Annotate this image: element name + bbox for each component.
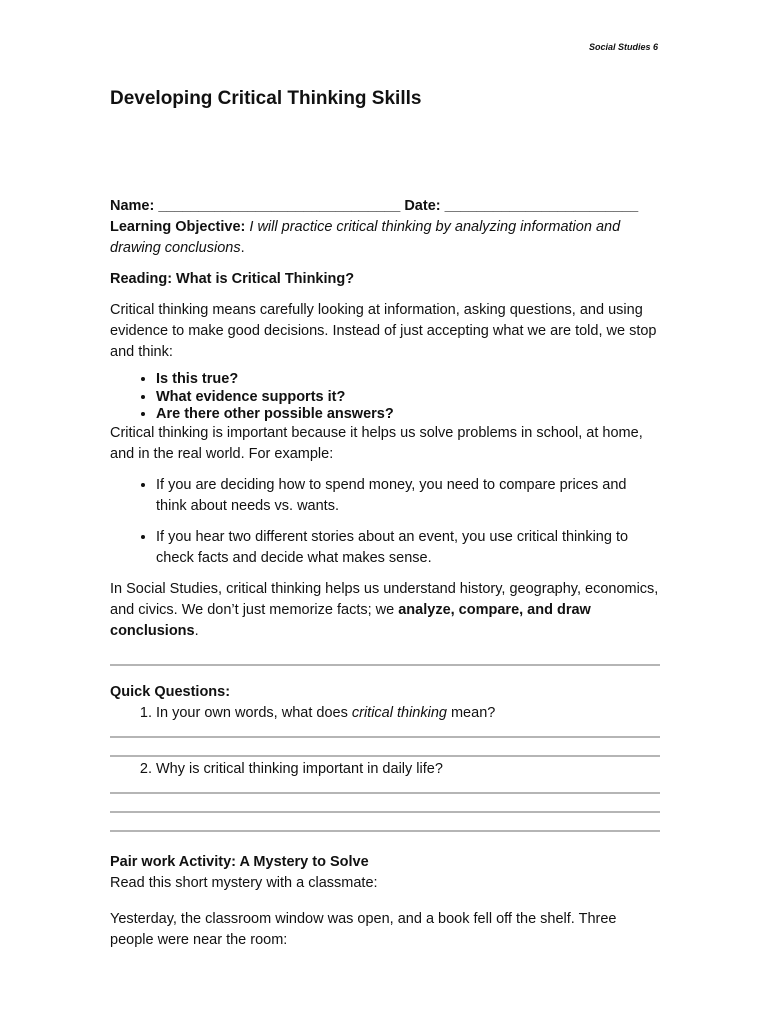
pair-activity-intro: Read this short mystery with a classmate:: [110, 875, 378, 892]
mystery-story: Yesterday, the classroom window was open, and a book fell off the shelf. Three people were near the room:: [110, 910, 617, 948]
questions-list: [110, 703, 660, 724]
objective-period: .: [240, 240, 245, 257]
pair-activity-heading: Pair work Activity: A Mystery to Solve: [110, 854, 369, 871]
course-label: Social Studies 6: [588, 42, 658, 52]
answer-line[interactable]: [110, 811, 660, 813]
name-date-line: [110, 196, 660, 217]
question-item: 2. Why is critical thinking important in daily life?: [156, 759, 660, 780]
name-blank[interactable]: ______________________________: [158, 198, 401, 214]
name-label: Name:: [110, 198, 155, 214]
answer-line[interactable]: [110, 792, 660, 794]
question-item: [156, 703, 660, 724]
page-title: Developing Critical Thinking Skills: [110, 88, 422, 109]
reading-paragraph-2: Critical thinking is important because it helps us solve problems in school, at home, and in the real world. For example:: [110, 425, 643, 463]
worksheet-content: [110, 196, 660, 951]
list-item: • If you are deciding how to spend money, you need to compare prices and think about needs vs. wants.: [156, 475, 660, 517]
para3-bold: analyze, compare, and draw conclusions: [110, 602, 591, 640]
quick-questions-heading: Quick Questions:: [110, 684, 231, 701]
para3-text: In Social Studies, critical thinking helps us understand history, geography, economics, and civics. We don’t just memorize facts; we: [110, 581, 659, 619]
q1-italic: critical thinking: [351, 705, 447, 722]
list-item: • Is this true?: [156, 371, 660, 388]
answer-line[interactable]: [110, 830, 660, 832]
questions-list: [110, 759, 660, 780]
para3-end: .: [194, 623, 199, 640]
answer-line[interactable]: [110, 736, 660, 738]
date-blank[interactable]: ________________________: [444, 198, 639, 214]
divider: [110, 664, 660, 666]
learning-objective: [110, 217, 660, 259]
list-item: • What evidence supports it?: [156, 389, 660, 406]
examples-list: [110, 475, 660, 569]
q1-text: In your own words, what does: [156, 705, 352, 722]
objective-text: I will practice critical thinking by analyzing information and drawing conclusions: [110, 219, 621, 257]
reading-paragraph-3: [110, 579, 660, 642]
date-label: Date:: [404, 198, 441, 214]
reading-paragraph-1: Critical thinking means carefully looking at information, asking questions, and using evidence to make good decisions. Instead of just accepting what we are told, we stop and think:: [110, 302, 657, 361]
think-questions-list: [110, 371, 660, 423]
q1-end: mean?: [446, 705, 496, 722]
list-item: • If you hear two different stories about an event, you use critical thinking to check facts and decide what makes sense.: [156, 527, 660, 569]
answer-line[interactable]: [110, 755, 660, 757]
list-item: • Are there other possible answers?: [156, 406, 660, 423]
reading-heading: Reading: What is Critical Thinking?: [110, 271, 355, 288]
objective-label: Learning Objective:: [110, 219, 246, 236]
